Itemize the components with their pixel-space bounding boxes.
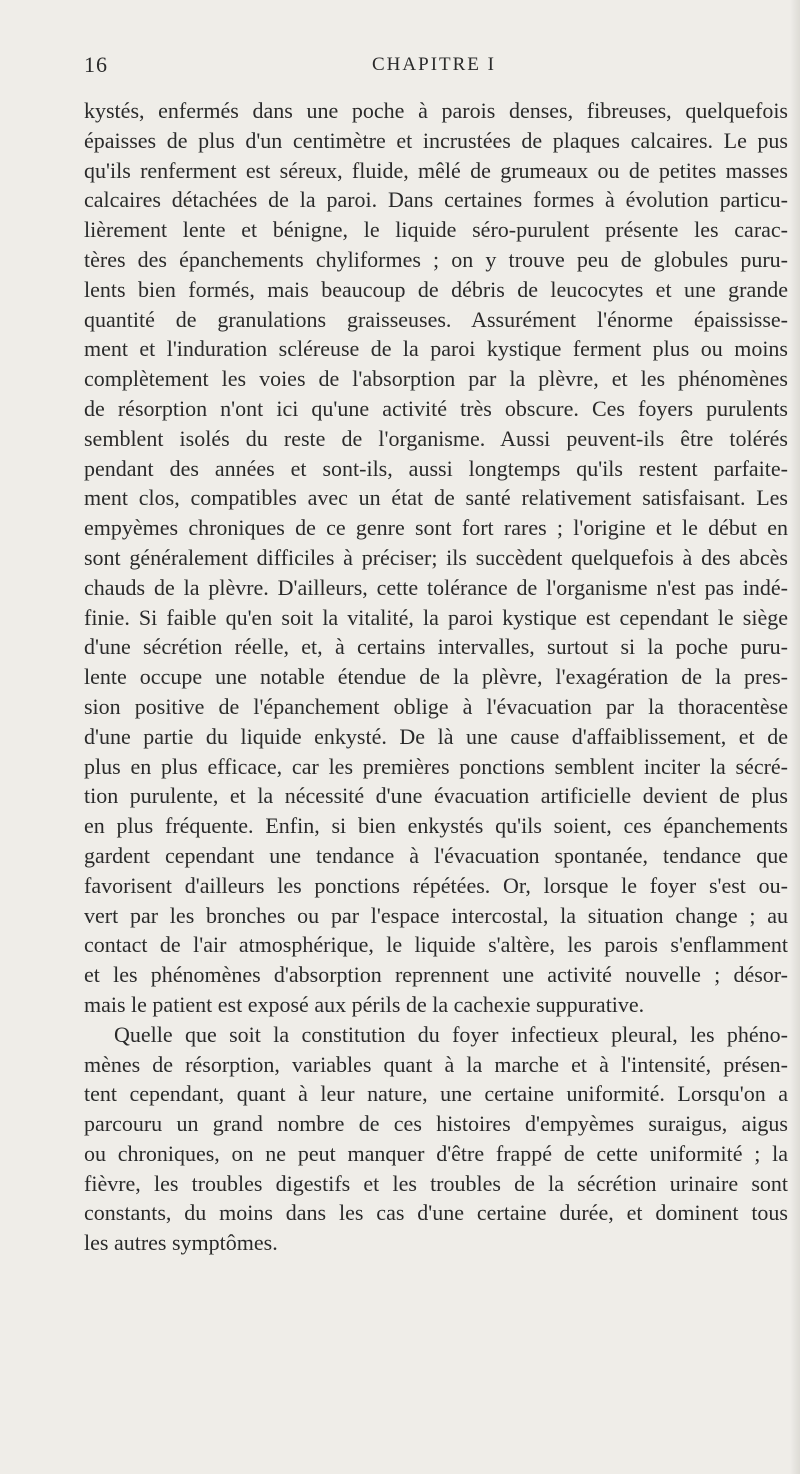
- text-line: empyèmes chroniques de ce genre sont fort rares ; l'origine et le début en: [84, 515, 788, 541]
- text-line: lièrement lente et bénigne, le liquide séro-purulent présente les carac-: [84, 217, 788, 243]
- text-line: parcouru un grand nombre de ces histoires d'empyèmes suraigus, aigus: [84, 1111, 788, 1137]
- text-line: d'une sécrétion réelle, et, à certains intervalles, surtout si la poche puru-: [84, 634, 788, 660]
- text-line: mais le patient est exposé aux périls de la cachexie suppurative.: [84, 991, 645, 1017]
- text-line: lente occupe une notable étendue de la plèvre, l'exagération de la pres-: [84, 664, 788, 690]
- text-line: Quelle que soit la constitution du foyer infectieux pleural, les phéno-: [114, 1021, 788, 1047]
- text-line: en plus fréquente. Enfin, si bien enkystés qu'ils soient, ces épanchements: [84, 813, 788, 839]
- text-line: finie. Si faible qu'en soit la vitalité, la paroi kystique est cependant le siège: [84, 604, 788, 630]
- text-line: et les phénomènes d'absorption reprennent une activité nouvelle ; désor-: [84, 962, 788, 988]
- text-line: fièvre, les troubles digestifs et les troubles de la sécrétion urinaire sont: [84, 1170, 788, 1196]
- text-line: sont généralement difficiles à préciser; ils succèdent quelquefois à des abcès: [84, 544, 788, 570]
- text-line: ou chroniques, on ne peut manquer d'être frappé de cette uniformité ; la: [84, 1140, 788, 1166]
- text-line: plus en plus efficace, car les premières ponctions semblent inciter la sécré-: [84, 753, 788, 779]
- text-line: favorisent d'ailleurs les ponctions répétées. Or, lorsque le foyer s'est ou-: [84, 872, 788, 898]
- text-line: constants, du moins dans les cas d'une certaine durée, et dominent tous: [84, 1200, 788, 1226]
- body-text: [84, 96, 788, 1258]
- running-head: [84, 52, 784, 82]
- text-line: semblent isolés du reste de l'organisme. Aussi peuvent-ils être tolérés: [84, 425, 788, 451]
- text-line: sion positive de l'épanchement oblige à l'évacuation par la thoracentèse: [84, 693, 788, 719]
- text-line: ment et l'induration scléreuse de la paroi kystique ferment plus ou moins: [84, 336, 788, 362]
- paragraph: [84, 1020, 788, 1258]
- text-line: tion purulente, et la nécessité d'une évacuation artificielle devient de plus: [84, 783, 788, 809]
- chapter-title: CHAPITRE I: [372, 54, 496, 75]
- page-edge-shadow: [790, 0, 800, 1474]
- page-number: 16: [84, 52, 108, 77]
- text-line: kystés, enfermés dans une poche à parois denses, fibreuses, quelquefois: [84, 98, 788, 123]
- text-line: mènes de résorption, variables quant à la marche et à l'intensité, présen-: [84, 1051, 788, 1077]
- text-line: vert par les bronches ou par l'espace intercostal, la situation change ; au: [84, 902, 788, 928]
- paragraph: [84, 96, 788, 1020]
- text-line: épaisses de plus d'un centimètre et incrustées de plaques calcaires. Le pus: [84, 127, 788, 153]
- text-line: lents bien formés, mais beaucoup de débris de leucocytes et une grande: [84, 276, 788, 302]
- text-line: tères des épanchements chyliformes ; on y trouve peu de globules puru-: [84, 246, 788, 272]
- text-line: de résorption n'ont ici qu'une activité très obscure. Ces foyers purulents: [84, 395, 788, 421]
- text-line: d'une partie du liquide enkysté. De là une cause d'affaiblissement, et de: [84, 723, 788, 749]
- text-line: complètement les voies de l'absorption par la plèvre, et les phénomènes: [84, 366, 788, 392]
- text-line: calcaires détachées de la paroi. Dans certaines formes à évolution particu-: [84, 187, 788, 213]
- text-line: qu'ils renferment est séreux, fluide, mêlé de grumeaux ou de petites masses: [84, 157, 788, 183]
- text-line: gardent cependant une tendance à l'évacuation spontanée, tendance que: [84, 842, 788, 868]
- text-line: chauds de la plèvre. D'ailleurs, cette tolérance de l'organisme n'est pas indé-: [84, 574, 788, 600]
- text-line: contact de l'air atmosphérique, le liquide s'altère, les parois s'enflamment: [84, 932, 788, 958]
- text-line: quantité de granulations graisseuses. Assurément l'énorme épaississe-: [84, 306, 788, 332]
- text-line: pendant des années et sont-ils, aussi longtemps qu'ils restent parfaite-: [84, 455, 788, 481]
- text-line: les autres symptômes.: [84, 1230, 278, 1256]
- text-line: ment clos, compatibles avec un état de santé relativement satisfaisant. Les: [84, 485, 788, 511]
- text-line: tent cependant, quant à leur nature, une certaine uniformité. Lorsqu'on a: [84, 1081, 788, 1107]
